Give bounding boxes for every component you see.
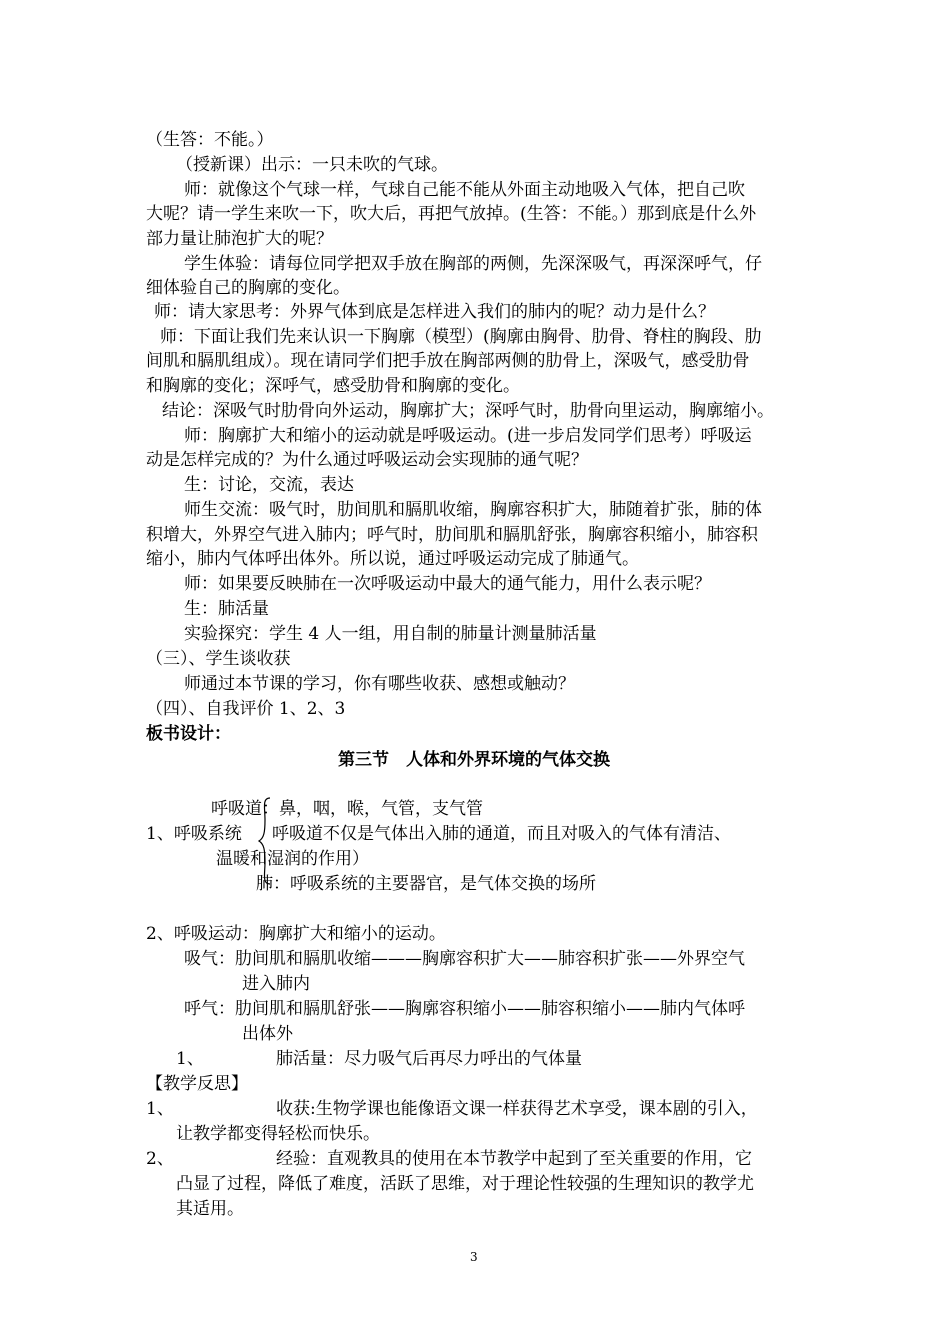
board-line: 肺活量：尽力吸气后再尽力呼出的气体量 <box>276 1049 582 1069</box>
board-line: 2、呼吸运动：胸廓扩大和缩小的运动。 <box>146 924 446 944</box>
board-line: 进入肺内 <box>242 974 310 994</box>
text-line: 生：讨论，交流，表达 <box>184 475 354 495</box>
board-title: 第三节 人体和外界环境的气体交换 <box>338 750 610 770</box>
text-line: 间肌和膈肌组成）。现在请同学们把手放在胸部两侧的肋骨上，深吸气，感受肋骨 <box>146 351 750 371</box>
list-number: 1、 <box>146 1099 174 1119</box>
text-line: 生：肺活量 <box>184 599 269 619</box>
text-line: 其适用。 <box>176 1199 244 1219</box>
text-line: 师：请大家思考：外界气体到底是怎样进入我们的肺内的呢？动力是什么？ <box>154 302 715 322</box>
text-line: 学生体验：请每位同学把双手放在胸部的两侧，先深深吸气，再深深呼气，仔 <box>184 254 762 274</box>
text-line: 师：胸廓扩大和缩小的运动就是呼吸运动。(进一步启发同学们思考）呼吸运 <box>184 426 752 446</box>
text-line: 师：如果要反映肺在一次呼吸运动中最大的通气能力，用什么表示呢？ <box>184 574 711 594</box>
list-number: 1、 <box>176 1049 204 1069</box>
text-line: 师：就像这个气球一样，气球自己能不能从外面主动地吸入气体，把自己吹 <box>184 180 745 200</box>
text-line: 收获:生物学课也能像语文课一样获得艺术享受，课本剧的引入， <box>276 1099 758 1119</box>
section-heading: （三）、学生谈收获 <box>146 649 291 669</box>
text-line: 积增大，外界空气进入肺内；呼气时，肋间肌和膈肌舒张，胸廓容积缩小，肺容积 <box>146 525 758 545</box>
text-line: 师：下面让我们先来认识一下胸廓（模型）(胸廓由胸骨、肋骨、脊柱的胸段、肋 <box>160 327 762 347</box>
text-line: （授新课）出示：一只未吹的气球。 <box>176 155 448 175</box>
text-line: 和胸廓的变化；深呼气，感受肋骨和胸廓的变化。 <box>146 376 520 396</box>
text-line: 经验：直观教具的使用在本节教学中起到了至关重要的作用，它 <box>276 1149 752 1169</box>
text-line: 动是怎样完成的？为什么通过呼吸运动会实现肺的通气呢？ <box>146 450 588 470</box>
board-line: 呼气：肋间肌和膈肌舒张——胸廓容积缩小——肺容积缩小——肺内气体呼 <box>184 999 745 1019</box>
section-heading: （四）、自我评价 1、2、3 <box>146 699 346 719</box>
page-number: 3 <box>470 1250 478 1264</box>
text-line: 让教学都变得轻松而快乐。 <box>176 1124 380 1144</box>
board-line: 1、呼吸系统 <box>146 824 242 844</box>
text-line: 细体验自己的胸廓的变化。 <box>146 278 350 298</box>
text-line: 师生交流：吸气时，肋间肌和膈肌收缩，胸廓容积扩大，肺随着扩张，肺的体 <box>184 500 762 520</box>
board-line: 吸气：肋间肌和膈肌收缩———胸廓容积扩大——肺容积扩张——外界空气 <box>184 949 745 969</box>
board-line: 肺：呼吸系统的主要器官，是气体交换的场所 <box>256 874 596 894</box>
text-line: 大呢？请一学生来吹一下，吹大后，再把气放掉。(生答：不能。）那到底是什么外 <box>146 204 757 224</box>
text-line: 师通过本节课的学习，你有哪些收获、感想或触动？ <box>184 674 575 694</box>
reflection-heading: 【教学反思】 <box>146 1074 248 1094</box>
board-line: 出体外 <box>242 1024 293 1044</box>
text-line: 实验探究：学生 4 人一组，用自制的肺量计测量肺活量 <box>184 624 597 644</box>
text-line: 部力量让肺泡扩大的呢？ <box>146 229 333 249</box>
text-line: 结论：深吸气时肋骨向外运动，胸廓扩大；深呼气时，肋骨向里运动，胸廓缩小。 <box>162 401 774 421</box>
board-line: 呼吸道：鼻，咽，喉，气管，支气管 <box>211 799 483 819</box>
board-line: 呼吸道不仅是气体出入肺的通道，而且对吸入的气体有清洁、 <box>272 824 731 844</box>
text-line: （生答：不能。） <box>146 130 274 150</box>
board-line: 温暖和湿润的作用） <box>216 849 369 869</box>
text-line: 缩小，肺内气体呼出体外。所以说，通过呼吸运动完成了肺通气。 <box>146 549 639 569</box>
board-design-label: 板书设计： <box>146 724 231 744</box>
list-number: 2、 <box>146 1149 174 1169</box>
text-line: 凸显了过程，降低了难度，活跃了思维，对于理论性较强的生理知识的教学尤 <box>176 1174 754 1194</box>
